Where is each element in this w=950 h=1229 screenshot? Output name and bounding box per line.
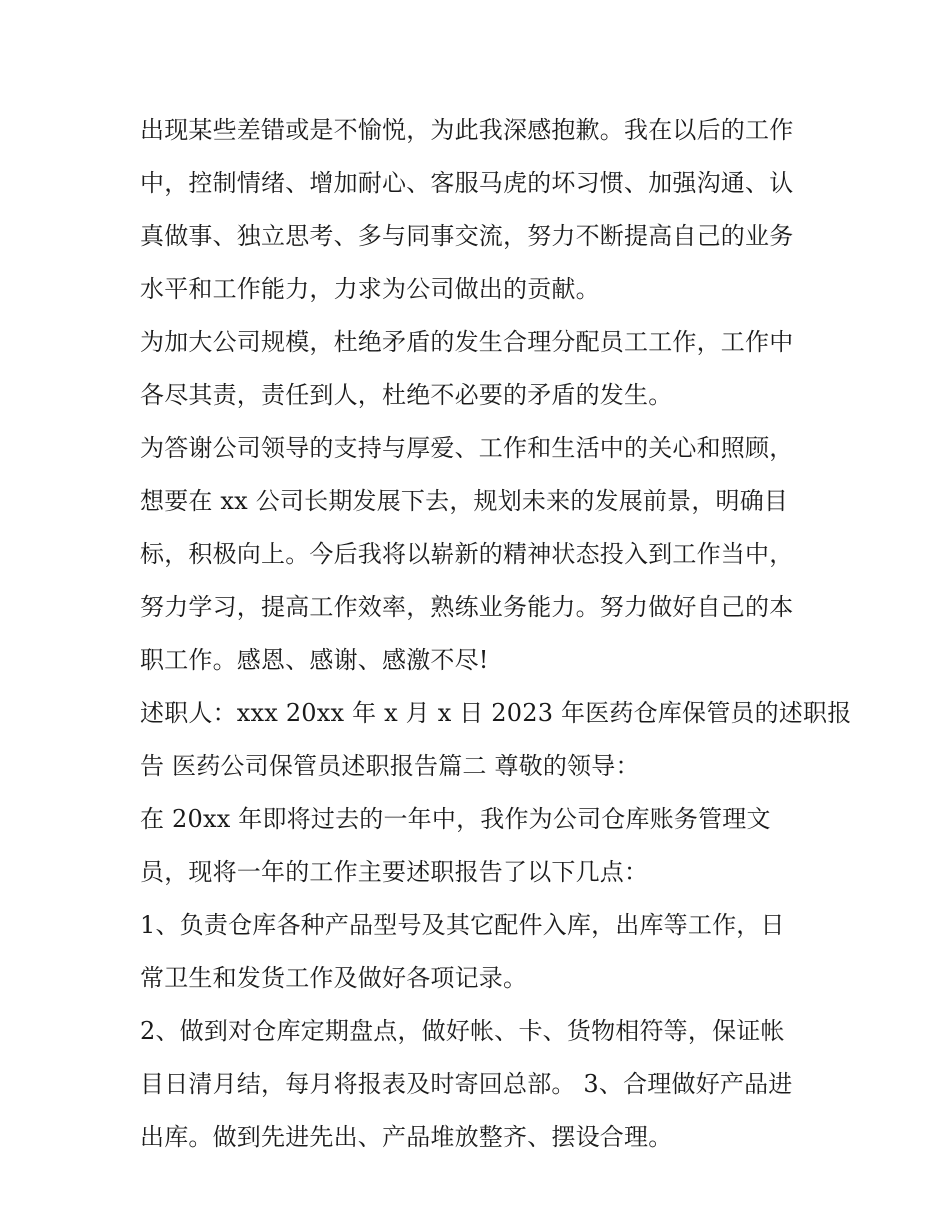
text-line: 述职人：xxx 20xx 年 x 月 x 日 2023 年医药仓库保管员的述职报	[140, 699, 852, 727]
text-line: 真做事、独立思考、多与同事交流，努力不断提高自己的业务	[140, 222, 794, 250]
text-line: 水平和工作能力，力求为公司做出的贡献。	[140, 275, 600, 303]
text-line: 1、负责仓库各种产品型号及其它配件入库，出库等工作，日	[140, 911, 785, 939]
text-line: 目日清月结，每月将报表及时寄回总部。 3、合理做好产品进	[140, 1070, 793, 1098]
text-line: 员，现将一年的工作主要述职报告了以下几点：	[140, 858, 649, 886]
text-line: 2、做到对仓库定期盘点，做好帐、卡、货物相符等，保证帐	[140, 1017, 785, 1045]
text-line: 在 20xx 年即将过去的一年中，我作为公司仓库账务管理文	[140, 805, 771, 833]
text-line: 出库。做到先进先出、产品堆放整齐、摆设合理。	[140, 1123, 673, 1151]
text-line: 努力学习，提高工作效率，熟练业务能力。努力做好自己的本	[140, 593, 794, 621]
text-line: 告 医药公司保管员述职报告篇二 尊敬的领导：	[140, 752, 640, 780]
text-line: 标，积极向上。今后我将以崭新的精神状态投入到工作当中，	[140, 540, 794, 568]
text-line: 各尽其责，责任到人，杜绝不必要的矛盾的发生。	[140, 381, 673, 409]
text-line: 为答谢公司领导的支持与厚爱、工作和生活中的关心和照顾，	[140, 434, 794, 462]
text-line: 想要在 xx 公司长期发展下去，规划未来的发展前景，明确目	[140, 487, 789, 515]
text-line: 职工作。感恩、感谢、感激不尽!	[140, 646, 489, 674]
text-line: 中，控制情绪、增加耐心、客服马虎的坏习惯、加强沟通、认	[140, 169, 794, 197]
text-line: 常卫生和发货工作及做好各项记录。	[140, 964, 528, 992]
text-line: 出现某些差错或是不愉悦，为此我深感抱歉。我在以后的工作	[140, 116, 794, 144]
text-line: 为加大公司规模，杜绝矛盾的发生合理分配员工工作，工作中	[140, 328, 794, 356]
